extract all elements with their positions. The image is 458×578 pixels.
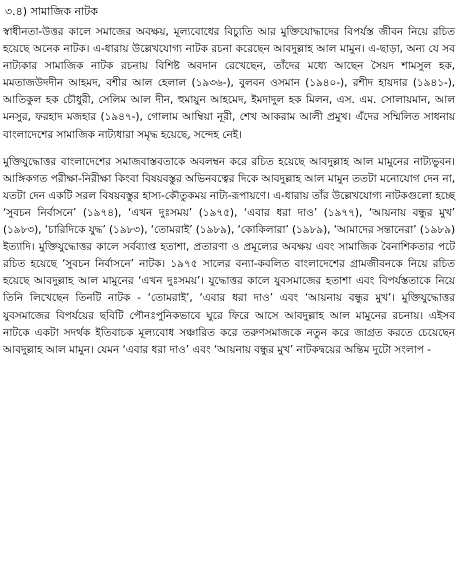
section-heading: ৩.৪) সামাজিক নাটক [5, 5, 98, 18]
document-page [3, 4, 455, 359]
paragraph-social-drama-intro: স্বাধীনতা-উত্তর কালে সমাজের অবক্ষয়, মূল্যবোধের বিচ্যুতি আর মুক্তিযোদ্ধাদের বিপর্যস্ত জীবন নিয়ে রচিত হয়েছে অনেক নাটক। এ-ধারায় উল্লেখযোগ্য নাটক রচনা করেছেন আবদুল্লাহ আল মামুন। এ-ছাড়া, অন্য যে সব নাট্যকার সামাজিক নাটক রচনায় বিশিষ্ট অবদান রেখেছেন, তাঁদের মধ্যে আছেন সৈয়দ শামসুল হক, মমতাজউদদীন আহমদ, বশীর আল হেলাল (১৯৩৬-), বুলবন ওসমান (১৯৪০-), রশীদ হায়দার (১৯৪১-), আতিকুল হক চৌধুরী, সেলিম আল দীন, হুমায়ুন আহমেদ, ইমদাদুল হক মিলন, এস. এম. সোলায়মান, আল মনসুর, ফরহাদ মজহার (১৯৪৭-), গোলাম আম্বিয়া নূরী, শেখ আকরাম আলী প্রমুখ। এঁদের সম্মিলিত সাধনায় বাংলাদেশের সামাজিক নাট্যধারা সমৃদ্ধ হয়েছে, সন্দেহ নেই। [3, 26, 455, 141]
paragraph-abdullah-al-mamun-plays: মুক্তিযুদ্ধোত্তর বাংলাদেশের সমাজবাস্তবতাকে অবলম্বন করে রচিত হয়েছে আবদুল্লাহ আল মামুনের নাট্যভুবন। আঙ্গিকগত পরীক্ষা-নিরীক্ষা কিংবা বিষয়বস্তুর অভিনবত্বের দিকে আবদুল্লাহ আল মামুন ততটা মনোযোগ দেন না, যতটা দেন একটি সরল বিষয়বস্তুর হাস্য-কৌতুকময় নাট্য-রূপায়ণে। এ-ধারায় তাঁর উল্লেখযোগ্য নাটকগুলো হচ্ছে ‘সুবচন নির্বাসনে’ (১৯৭৪), ‘এখন দুঃসময়’ (১৯৭৫), ‘এবার ধরা দাও’ (১৯৭৭), ‘আয়নায় বন্ধুর মুখ’ (১৯৮৩), ‘চারিদিকে যুদ্ধ’ (১৯৮৩), ‘তোমরাই’ (১৯৮৯), ‘কোকিলারা’ (১৯৮৯), ‘আমাদের সন্তানেরা’ (১৯৮৯) ইত্যাদি। মুক্তিযুদ্ধোত্তর কালে সর্বব্যাপ্ত হতাশা, প্রতারণা ও প্রমূল্যের অবক্ষয় এবং সামাজিক বৈনাশিকতার পটে রচিত হয়েছে ‘সুবচন নির্বাসনে’ নাটক। ১৯৭৫ সালের বন্যা-কবলিত বাংলাদেশের গ্রামজীবনকে নিয়ে রচিত হয়েছে আবদুল্লাহ আল মামুনের ‘এখন দুঃসময়’। যুদ্ধোত্তর কালে যুবসমাজের হতাশা এবং বিপর্যস্ততাকে নিয়ে তিনি লিখেছেন তিনটি নাটক - ‘তোমরাই’, ‘এবার ধরা দাও’ এবং ‘আয়নায় বন্ধুর মুখ’। মুক্তিযুদ্ধোত্তর যুবসমাজের বিপর্যয়ের ছবিটি পৌনঃপুনিকভাবে ঘুরে ফিরে আসে আবদুল্লাহ আল মামুনের রচনায়। এইসব নাটকে একটা সদর্থক ইতিবাচক মূল্যবোধ সঞ্চারিত করে তরুণসমাজকে নতুন করে জাগ্রত করতে চেয়েছেন আবদুল্লাহ আল মামুন। যেমন ‘এবার ধরা দাও’ এবং ‘আয়নায় বন্ধুর মুখ’ নাটকদ্বয়ের অন্তিম দুটো সংলাপ - [3, 155, 455, 356]
